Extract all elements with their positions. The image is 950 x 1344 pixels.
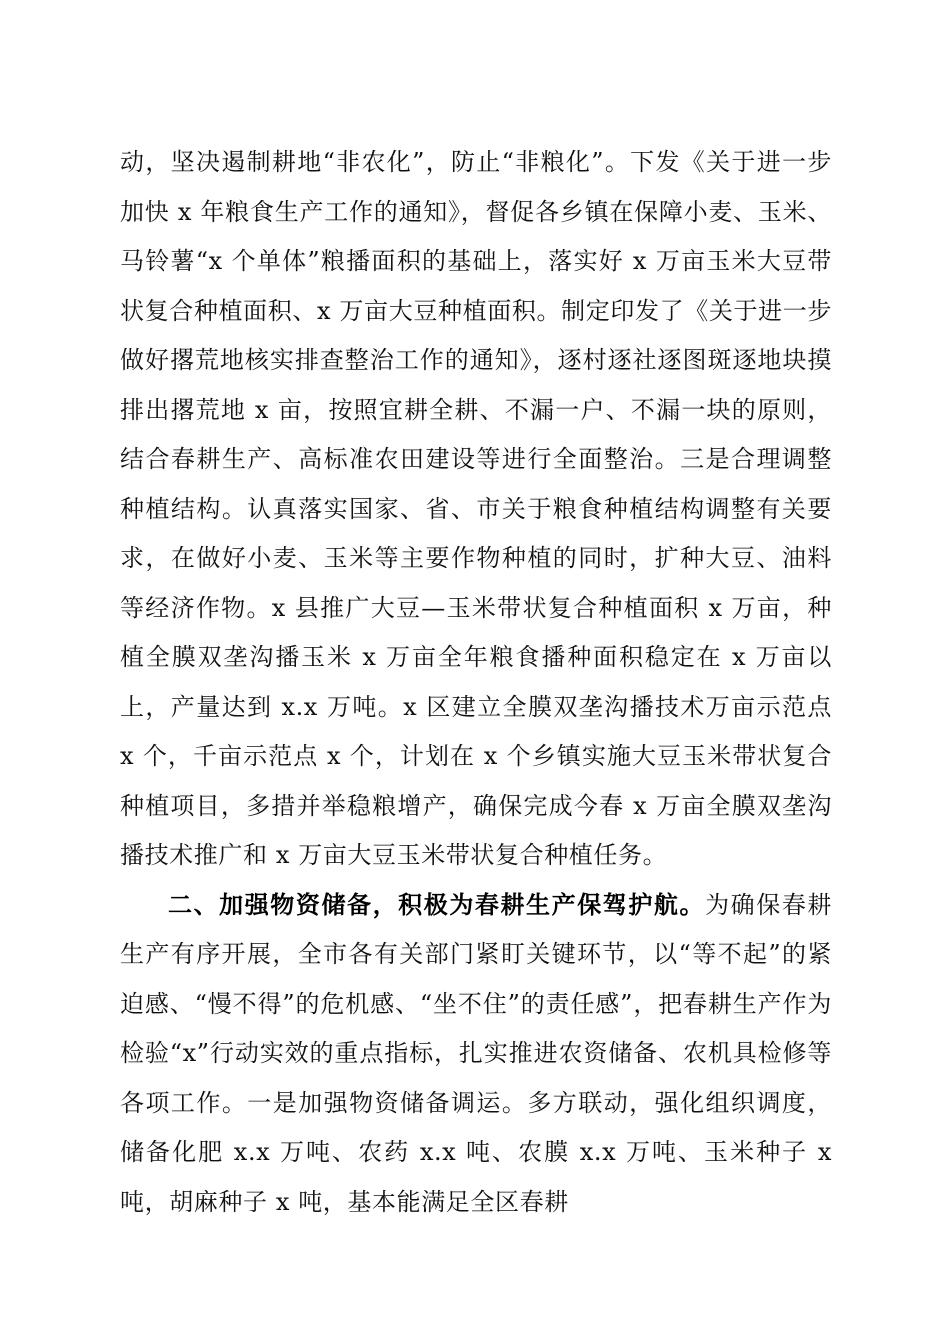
paragraph-continued: 动，坚决遏制耕地“非农化”，防止“非粮化”。下发《关于进一步加快 x 年粮食生产工作的通知》，督促各乡镇在保障小麦、玉米、马铃薯“x 个单体”粮播面积的基础上，落实好 x 万亩玉米大豆带状复合种植面积、x 万亩大豆种植面积。制定印发了《关于进一步做好撂荒地核实排查整治工作的通知》，逐村逐社逐图斑逐地块摸排出撂荒地 x 亩，按照宜耕全耕、不漏一户、不漏一块的原则，结合春耕生产、高标准农田建设等进行全面整治。三是合理调整种植结构。认真落实国家、省、市关于粮食种植结构调整有关要求，在做好小麦、玉米等主要作物种植的同时，扩种大豆、油料等经济作物。x 县推广大豆—玉米带状复合种植面积 x 万亩，种植全膜双垄沟播玉米 x 万亩全年粮食播种面积稳定在 x 万亩以上，产量达到 x.x 万吨。x 区建立全膜双垄沟播技术万亩示范点 x 个，千亩示范点 x 个，计划在 x 个乡镇实施大豆玉米带状复合种植项目，多措并举稳粮增产，确保完成今春 x 万亩全膜双垄沟播技术推广和 x 万亩大豆玉米带状复合种植任务。 bbox=[120, 148, 832, 869]
document-body bbox=[120, 138, 832, 1227]
paragraph-text: 为确保春耕生产有序开展，全市各有关部门紧盯关键环节，以“等不起”的紧迫感、“慢不得”的危机感、“坐不住”的责任感”，把春耕生产作为检验“x”行动实效的重点指标，扎实推进农资储备、农机具检修等各项工作。一是加强物资储备调运。多方联动，强化组织调度，储备化肥 x.x 万吨、农药 x.x 吨、农膜 x.x 万吨、玉米种子 x 吨，胡麻种子 x 吨，基本能满足全区春耕 bbox=[120, 890, 832, 1216]
paragraph-section-two bbox=[120, 881, 832, 1228]
section-heading: 二、加强物资储备，积极为春耕生产保驾护航。 bbox=[168, 890, 706, 919]
